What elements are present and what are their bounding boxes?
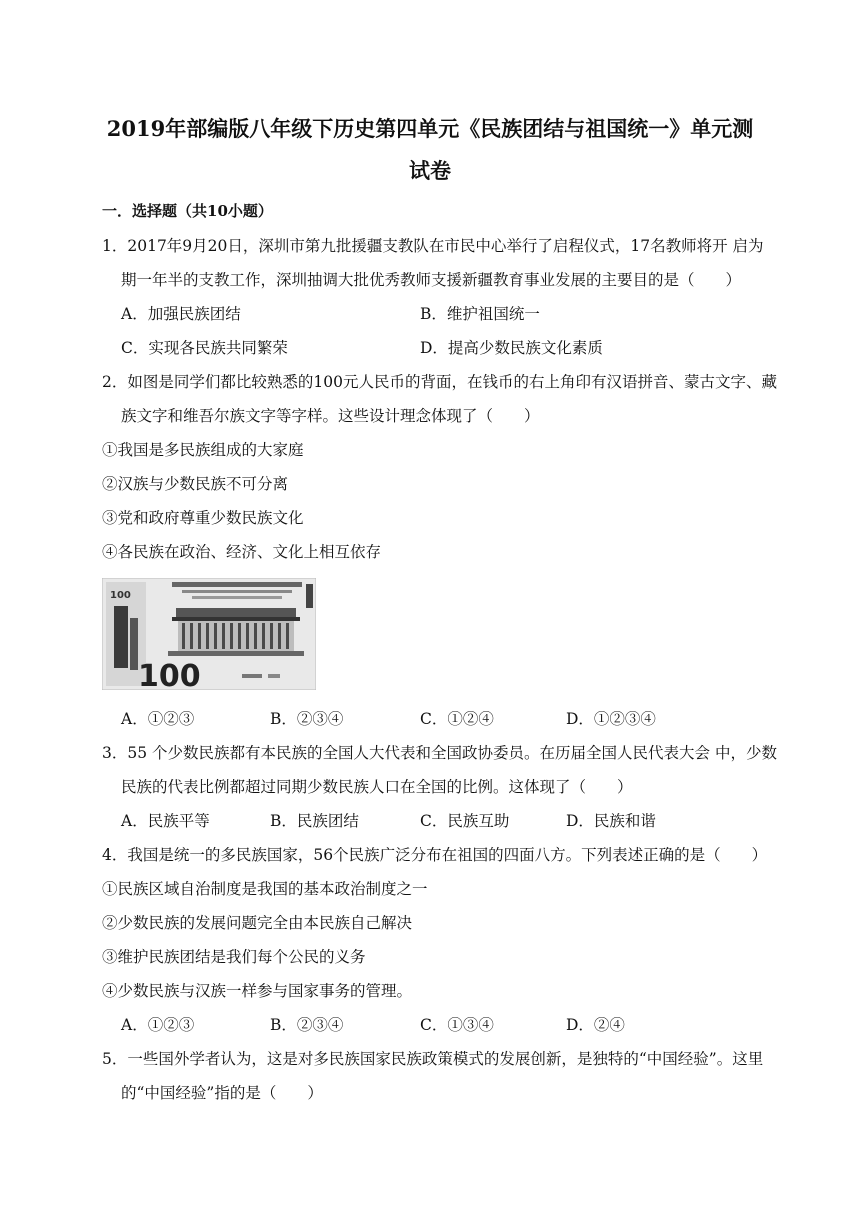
q1-stem-line-2: 期一年半的支教工作，深圳抽调大批优秀教师支援新疆教育事业发展的主要目的是（ ） (121, 271, 742, 289)
q5-stem-line-2: 的“中国经验”指的是（ ） (121, 1084, 323, 1102)
q4-option-b[interactable]: B．②③④ (270, 1016, 344, 1034)
q3-option-d[interactable]: D．民族和谐 (566, 812, 656, 830)
q4-option-a[interactable]: A．①②③ (121, 1016, 195, 1034)
section-heading: 一．选择题（共10小题） (102, 202, 273, 220)
q3-option-b[interactable]: B．民族团结 (270, 812, 359, 830)
q4-statement-4: ④少数民族与汉族一样参与国家事务的管理。 (102, 982, 413, 1000)
q4-statement-2: ②少数民族的发展问题完全由本民族自己解决 (102, 914, 413, 932)
q4-option-d[interactable]: D．②④ (566, 1016, 625, 1034)
title-line-2: 试卷 (409, 158, 451, 183)
banknote-image (102, 578, 316, 690)
q1-option-d[interactable]: D．提高少数民族文化素质 (420, 339, 603, 357)
q5-stem-line-1: 5．一些国外学者认为，这是对多民族国家民族政策模式的发展创新，是独特的“中国经验”。这里 (102, 1050, 764, 1068)
q4-statement-1: ①民族区域自治制度是我国的基本政治制度之一 (102, 880, 428, 898)
q2-option-d[interactable]: D．①②③④ (566, 710, 656, 728)
q2-statement-1: ①我国是多民族组成的大家庭 (102, 441, 304, 459)
q3-stem-line-2: 民族的代表比例都超过同期少数民族人口在全国的比例。这体现了（ ） (121, 778, 633, 796)
banknote-corner-text: 100 (110, 590, 131, 601)
title-line-1: 2019年部编版八年级下历史第四单元《民族团结与祖国统一》单元测 (106, 116, 754, 141)
q2-option-b[interactable]: B．②③④ (270, 710, 344, 728)
q1-option-a[interactable]: A．加强民族团结 (121, 305, 241, 323)
banknote-denomination: 100 (138, 659, 201, 690)
q2-stem-line-1: 2．如图是同学们都比较熟悉的100元人民币的背面，在钱币的右上角印有汉语拼音、蒙古文字、藏 (102, 373, 777, 391)
q1-option-c[interactable]: C．实现各民族共同繁荣 (121, 339, 288, 357)
q1-stem-line-1: 1．2017年9月20日，深圳市第九批援疆支教队在市民中心举行了启程仪式，17名教师将开 启为 (102, 237, 764, 255)
q2-option-a[interactable]: A．①②③ (121, 710, 195, 728)
q4-option-c[interactable]: C．①③④ (420, 1016, 494, 1034)
q2-option-c[interactable]: C．①②④ (420, 710, 494, 728)
q2-statement-3: ③党和政府尊重少数民族文化 (102, 509, 304, 527)
q4-stem-line-1: 4．我国是统一的多民族国家，56个民族广泛分布在祖国的四面八方。下列表述正确的是（ ） (102, 846, 768, 864)
q4-statement-3: ③维护民族团结是我们每个公民的义务 (102, 948, 366, 966)
q3-stem-line-1: 3．55 个少数民族都有本民族的全国人大代表和全国政协委员。在历届全国人民代表大会 中，少数 (102, 744, 777, 762)
q1-option-b[interactable]: B．维护祖国统一 (420, 305, 540, 323)
q2-stem-line-2: 族文字和维吾尔族文字等字样。这些设计理念体现了（ ） (121, 407, 540, 425)
q3-option-c[interactable]: C．民族互助 (420, 812, 510, 830)
q2-statement-2: ②汉族与少数民族不可分离 (102, 475, 289, 493)
q2-statement-4: ④各民族在政治、经济、文化上相互依存 (102, 543, 382, 561)
q3-option-a[interactable]: A．民族平等 (121, 812, 210, 830)
